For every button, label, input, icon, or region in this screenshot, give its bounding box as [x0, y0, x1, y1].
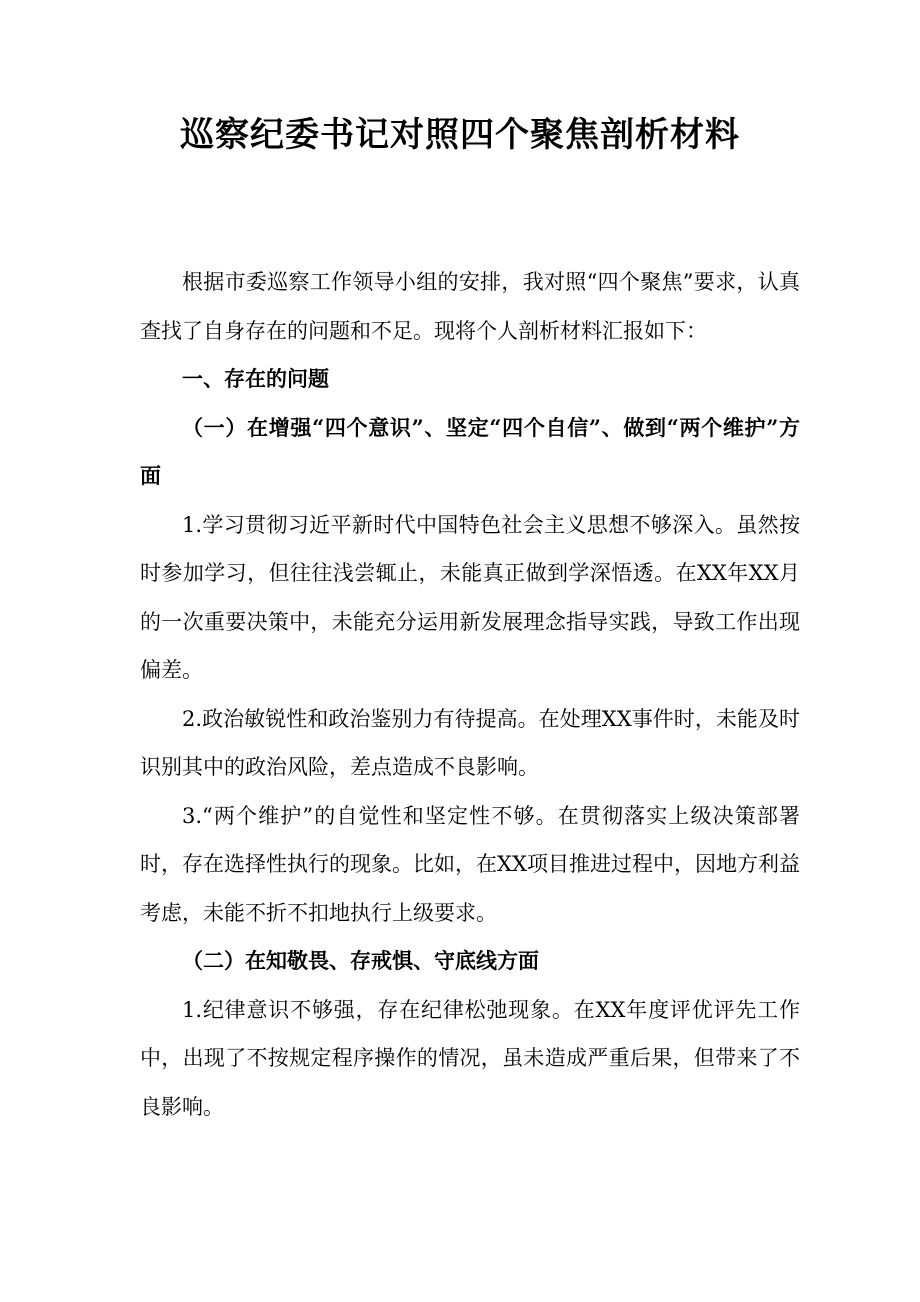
document-body [140, 258, 800, 1131]
paragraph-item-2-1: 1.纪律意识不够强，存在纪律松弛现象。在XX年度评优评先工作中，出现了不按规定程序操作的情况，虽未造成严重后果，但带来了不良影响。 [140, 997, 800, 1119]
paragraph-item-1-1: 1.学习贯彻习近平新时代中国特色社会主义思想不够深入。虽然按时参加学习，但往往浅尝辄止，未能真正做到学深悟透。在XX年XX月的一次重要决策中，未能充分运用新发展理念指导实践，导致工作出现偏差。 [140, 512, 800, 682]
intro-paragraph: 根据市委巡察工作领导小组的安排，我对照“四个聚焦”要求，认真查找了自身存在的问题和不足。现将个人剖析材料汇报如下： [140, 270, 800, 343]
document-title: 巡察纪委书记对照四个聚焦剖析材料 [180, 115, 740, 155]
subsection-heading-2: （二）在知敬畏、存戒惧、守底线方面 [182, 948, 539, 973]
subsection-heading-1: （一）在增强“四个意识”、坚定“四个自信”、做到“两个维护”方面 [140, 414, 800, 488]
section-heading-problems: 一、存在的问题 [182, 366, 329, 391]
paragraph-item-1-2: 2.政治敏锐性和政治鉴别力有待提高。在处理XX事件时，未能及时识别其中的政治风险，差点造成不良影响。 [140, 706, 800, 779]
paragraph-item-1-3: 3.“两个维护”的自觉性和坚定性不够。在贯彻落实上级决策部署时，存在选择性执行的现象。比如，在XX项目推进过程中，因地方利益考虑，未能不折不扣地执行上级要求。 [140, 803, 800, 925]
